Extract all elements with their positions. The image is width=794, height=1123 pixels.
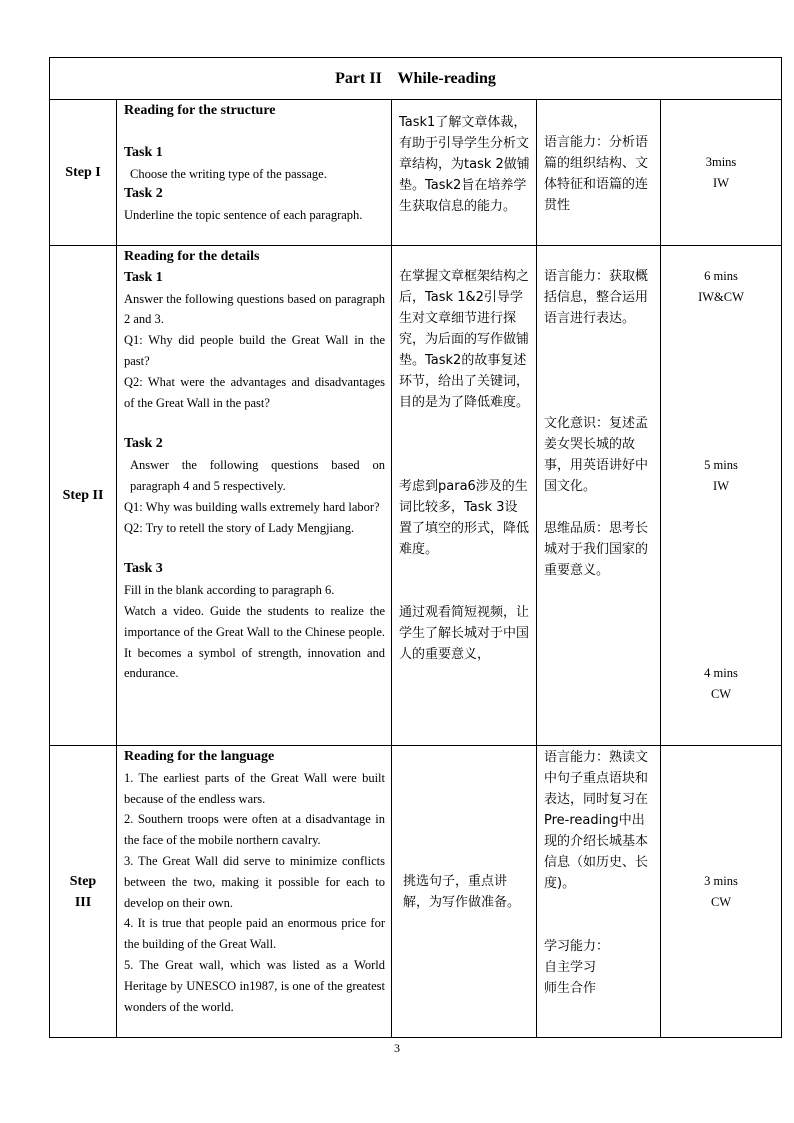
section-heading: Reading for the structure xyxy=(124,103,276,118)
design-purpose: 挑选句子，重点讲解，为写作做准备。 xyxy=(392,746,537,1038)
question: Q1: Why did people build the Great Wall in the past? xyxy=(124,333,385,368)
sentence: 5. The Great wall, which was listed as a World Heritage by UNESCO in1987, is one of the greatest wonders of the world. xyxy=(124,957,385,1014)
task-title: Task 1 xyxy=(124,269,163,285)
task-text: Answer the following questions based on paragraph 4 and 5 respectively. xyxy=(130,458,385,493)
lesson-plan-table xyxy=(49,57,782,1038)
time-mode: 6 mins IW&CW 5 mins IW 4 mins CW xyxy=(661,246,782,746)
part-title: Part II While-reading xyxy=(50,58,782,100)
task-text: Watch a video. Guide the students to realize the importance of the Great Wall to the Chinese people. It becomes a symbol of strength, innovation and endurance. xyxy=(124,603,385,681)
task-text: Choose the writing type of the passage. xyxy=(130,166,327,181)
step-content xyxy=(117,746,392,1038)
core-competence: 语言能力：分析语篇的组织结构、文体特征和语篇的连贯性 xyxy=(537,100,661,246)
task-title: Task 2 xyxy=(124,436,163,452)
task-text: Fill in the blank according to paragraph 6. xyxy=(124,583,335,598)
task-text: Underline the topic sentence of each paragraph. xyxy=(124,208,363,223)
question: Q2: What were the advantages and disadvantages of the Great Wall in the past? xyxy=(124,374,385,410)
time-mode: 3mins IW xyxy=(661,100,782,246)
task-title: Task 2 xyxy=(124,186,163,202)
sentence: 1. The earliest parts of the Great Wall were built because of the endless wars. xyxy=(124,770,385,806)
core-competence: 语言能力：获取概括信息，整合运用语言进行表达。 文化意识：复述孟姜女哭长城的故事，用英语讲好中国文化。 思维品质：思考长城对于我们国家的重要意义。 xyxy=(537,246,661,746)
page-number: 3 xyxy=(394,1041,400,1055)
step-label: Step I xyxy=(50,100,117,246)
section-heading: Reading for the language xyxy=(124,749,275,764)
sentence: 3. The Great Wall did serve to minimize conflicts between the two, making it possible for each to develop on their own. xyxy=(124,853,385,910)
section-heading: Reading for the details xyxy=(124,249,260,264)
part-title-row xyxy=(50,58,782,100)
design-purpose: 在掌握文章框架结构之后，Task 1&2引导学生对文章细节进行探究，为后面的写作做铺垫。Task2的故事复述环节，给出了关键词，目的是为了降低难度。 考虑到para6涉及的生词比较多，Task 3设置了填空的形式，降低难度。 通过观看简短视频，让学生了解长城对于中国人的重要意义， xyxy=(392,246,537,746)
step-row-1 xyxy=(50,100,782,246)
step-content xyxy=(117,100,392,246)
step-row-3 xyxy=(50,746,782,1038)
time-mode: 3 mins CW xyxy=(661,746,782,1038)
step-label: Step II xyxy=(50,246,117,746)
question: Q2: Try to retell the story of Lady Mengjiang. xyxy=(124,520,355,535)
question: Q1: Why was building walls extremely hard labor? xyxy=(124,499,380,514)
core-competence: 语言能力：熟读文中句子重点语块和表达，同时复习在Pre-reading中出现的介绍长城基本信息（如历史、长度)。 学习能力： 自主学习 师生合作 xyxy=(537,746,661,1038)
task-title: Task 1 xyxy=(124,144,163,160)
sentence: 4. It is true that people paid an enormous price for the building of the Great Wall. xyxy=(124,916,385,952)
step-content xyxy=(117,246,392,746)
design-purpose: Task1了解文章体裁，有助于引导学生分析文章结构，为task 2做铺垫。Task2旨在培养学生获取信息的能力。 xyxy=(392,100,537,246)
step-row-2 xyxy=(50,246,782,746)
task-title: Task 3 xyxy=(124,561,163,577)
task-text: Answer the following questions based on paragraph 2 and 3. xyxy=(124,291,385,327)
sentence: 2. Southern troops were often at a disadvantage in the face of the mobile northern cavalry. xyxy=(124,812,385,848)
step-label: Step III xyxy=(50,746,117,1038)
